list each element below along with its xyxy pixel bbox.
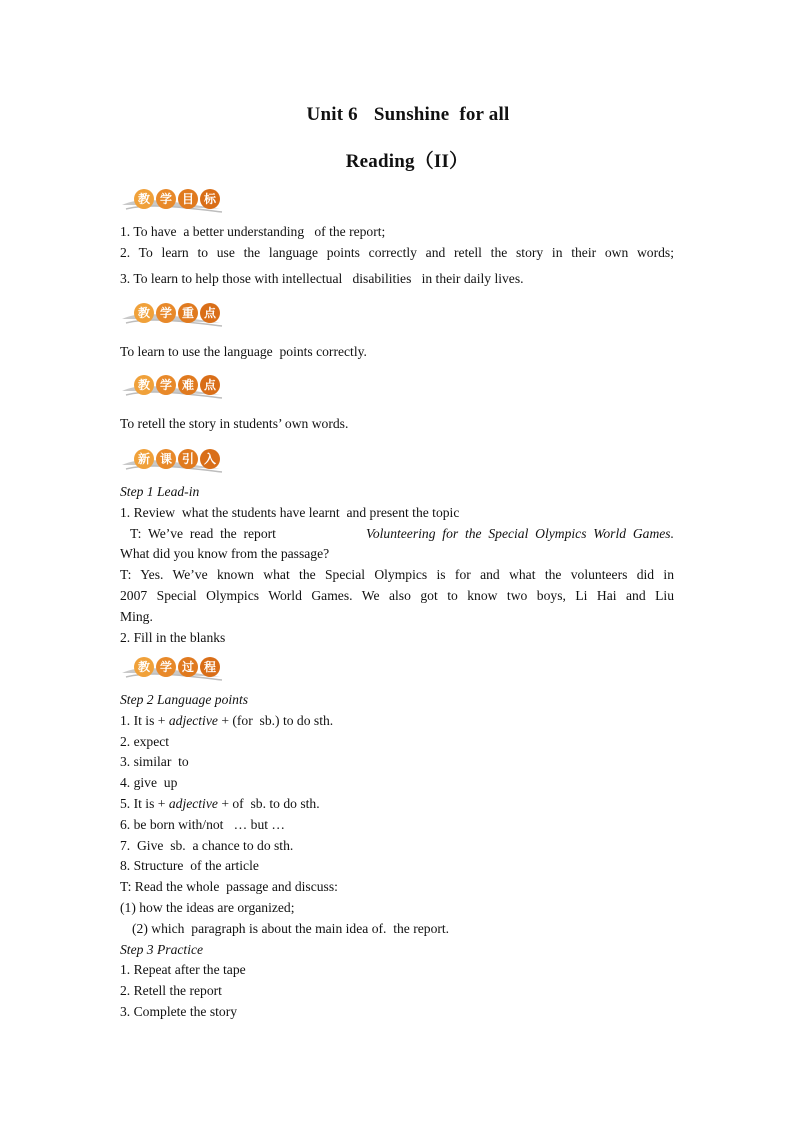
badge-char: 引 [178,449,198,469]
badge-char: 重 [178,303,198,323]
lesson-subtitle: Reading（II） [345,151,469,172]
teacher-question-prefix: T: We’ve read the report [130,526,276,541]
discuss-instruction: T: Read the whole passage and discuss: [120,879,338,894]
difficulties-badge [120,371,230,401]
badge-char: 学 [156,303,176,323]
teacher-answer-line-1: T: Yes. We’ve known what the Special Olympics is for and what the volunteers did in [120,567,674,582]
unit-number: Unit 6 [306,104,358,125]
lp1-prefix: 1. It is + [120,713,166,728]
badge-char: 点 [200,303,220,323]
objective-1: 1. To have a better understanding of the report; [120,224,386,239]
badge-char: 点 [200,375,220,395]
language-point-8: 8. Structure of the article [120,858,259,873]
teacher-answer-line-3: Ming. [120,609,153,624]
teacher-question-end: What did you know from the passage? [120,546,330,561]
badge-char: 程 [200,657,220,677]
report-title: Volunteering for the Special Olympics World Games. [366,526,674,541]
discuss-item-2: (2) which paragraph is about the main idea of. the report. [132,921,450,936]
badge-char: 标 [200,189,220,209]
lp5-suffix: + of sb. to do sth. [221,796,320,811]
discuss-item-1: (1) how the ideas are organized; [120,900,295,915]
badge-char: 目 [178,189,198,209]
language-point-2: 2. expect [120,734,170,749]
badge-char: 新 [134,449,154,469]
process-badge [120,653,230,683]
lp5-prefix: 5. It is + [120,796,166,811]
lp1-suffix: + (for sb.) to do sth. [221,713,334,728]
step3-title: Step 3 Practice [120,942,204,957]
badge-char: 难 [178,375,198,395]
objective-3: 3. To learn to help those with intellectual disabilities in their daily lives. [120,271,524,286]
language-point-4: 4. give up [120,775,178,790]
teacher-answer-line-2: 2007 Special Olympics World Games. We also got to know two boys, Li Hai and Liu [120,588,674,603]
practice-item-1: 1. Repeat after the tape [120,962,246,977]
badge-char: 教 [134,303,154,323]
objective-2: 2. To learn to use the language points correctly and retell the story in their own words; [120,245,674,260]
objectives-badge [120,185,230,215]
lp1-adjective: adjective [168,713,218,728]
badge-char: 课 [156,449,176,469]
unit-title [0,104,794,126]
unit-topic: Sunshine for all [373,104,510,125]
step2-title: Step 2 Language points [120,692,249,707]
practice-item-2: 2. Retell the report [120,983,222,998]
badge-char: 学 [156,375,176,395]
difficulty-1: To retell the story in students’ own words. [120,416,349,431]
lp5-adjective: adjective [168,796,218,811]
language-point-7: 7. Give sb. a chance to do sth. [120,838,294,853]
step1-title: Step 1 Lead-in [120,484,200,499]
key-points-badge [120,299,230,329]
teacher-question [120,524,674,544]
lead-in-badge [120,445,230,475]
badge-char: 教 [134,375,154,395]
language-point-6: 6. be born with/not … but … [120,817,286,832]
badge-char: 入 [200,449,220,469]
language-point-5 [120,794,674,814]
language-point-1 [120,711,674,731]
badge-char: 教 [134,657,154,677]
badge-char: 学 [156,657,176,677]
badge-char: 教 [134,189,154,209]
badge-char: 学 [156,189,176,209]
lead-in-item-1: 1. Review what the students have learnt and present the topic [120,505,460,520]
lead-in-item-2: 2. Fill in the blanks [120,630,226,645]
language-point-3: 3. similar to [120,754,189,769]
key-point-1: To learn to use the language points correctly. [120,344,367,359]
practice-item-3: 3. Complete the story [120,1004,238,1019]
badge-char: 过 [178,657,198,677]
